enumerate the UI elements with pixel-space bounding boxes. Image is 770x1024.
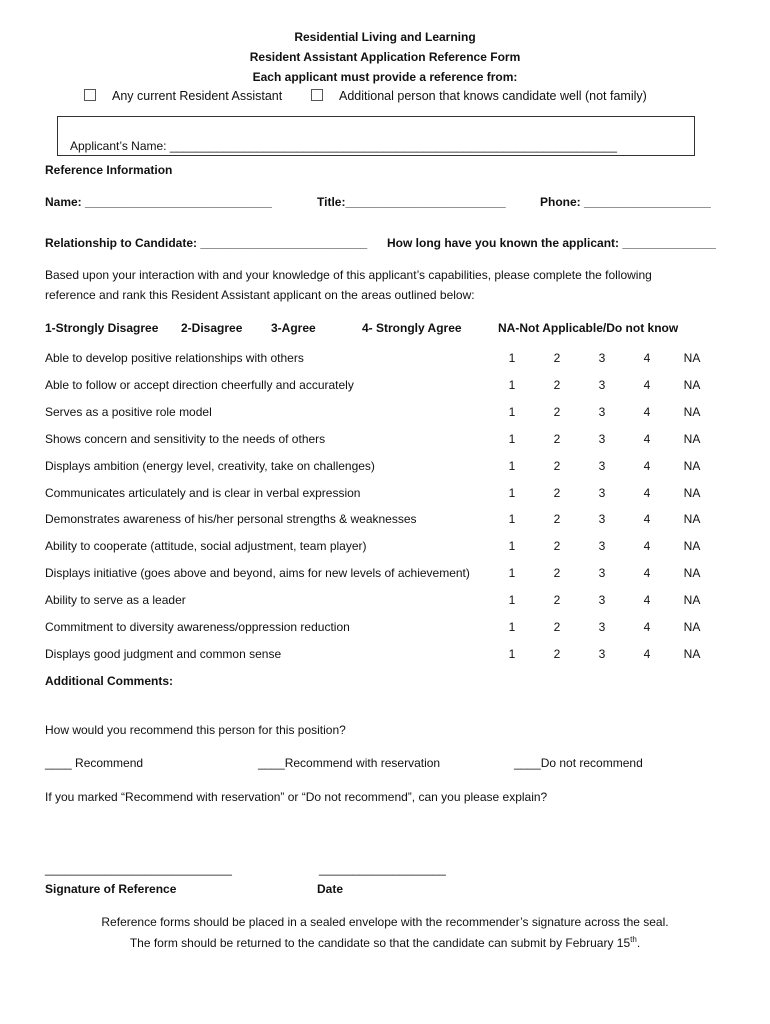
rating-option-1[interactable]: 1 — [508, 431, 516, 446]
rating-criterion: Demonstrates awareness of his/her personal strengths & weaknesses — [45, 512, 417, 527]
rating-option-3[interactable]: 3 — [598, 646, 606, 661]
reference-name-field[interactable]: Name: ____________________________ — [45, 195, 272, 209]
recommend-question: How would you recommend this person for this position? — [45, 723, 346, 737]
signature-label: Signature of Reference — [45, 882, 177, 896]
footer-line2-end: . — [636, 936, 641, 950]
rating-row — [45, 539, 745, 557]
reference-phone-field[interactable]: Phone: ___________________ — [540, 195, 711, 209]
rating-option-4[interactable]: 4 — [643, 620, 651, 634]
additional-comments-label: Additional Comments: — [45, 674, 173, 688]
option-current-ra[interactable] — [84, 89, 282, 103]
rating-row — [45, 351, 745, 369]
rating-row — [45, 620, 745, 638]
rating-option-na[interactable]: NA — [683, 351, 701, 365]
rating-option-3[interactable]: 3 — [598, 485, 606, 500]
rating-row — [45, 405, 745, 423]
rating-option-3[interactable]: 3 — [598, 377, 606, 392]
rating-option-4[interactable]: 4 — [643, 593, 651, 608]
rating-criterion: Commitment to diversity awareness/oppression reduction — [45, 620, 350, 634]
rating-option-2[interactable]: 2 — [553, 620, 561, 634]
rating-option-na[interactable]: NA — [683, 431, 701, 446]
rating-option-2[interactable]: 2 — [553, 512, 561, 527]
rating-option-2[interactable]: 2 — [553, 485, 561, 500]
rating-option-4[interactable]: 4 — [643, 646, 651, 661]
rating-criterion: Able to follow or accept direction cheerfully and accurately — [45, 377, 354, 392]
scale-not-applicable: NA-Not Applicable/Do not know — [498, 321, 679, 335]
rating-option-na[interactable]: NA — [683, 377, 701, 392]
footer-line1: Reference forms should be placed in a sealed envelope with the recommender’s signature across the seal. — [101, 915, 669, 929]
relationship-field[interactable]: Relationship to Candidate: _________________________ — [45, 236, 368, 250]
rating-criterion: Serves as a positive role model — [45, 404, 212, 419]
instructions-line1: Based upon your interaction with and your knowledge of this applicant’s capabilities, please complete the following — [45, 268, 652, 282]
footer-line2-text: The form should be returned to the candidate so that the candidate can submit by February 15 — [129, 936, 631, 950]
rating-option-na[interactable]: NA — [683, 539, 701, 554]
form-org-title: Residential Living and Learning — [294, 30, 476, 44]
rating-row — [45, 432, 745, 450]
form-title: Resident Assistant Application Reference Form — [249, 50, 521, 64]
rating-option-4[interactable]: 4 — [643, 377, 651, 392]
rating-option-na[interactable]: NA — [683, 593, 701, 608]
rating-option-na[interactable]: NA — [683, 458, 701, 473]
rating-option-1[interactable]: 1 — [508, 566, 516, 581]
footer-superscript: th — [630, 935, 637, 944]
rating-criterion: Shows concern and sensitivity to the needs of others — [45, 431, 326, 446]
rating-option-1[interactable]: 1 — [508, 351, 516, 365]
rating-option-1[interactable]: 1 — [508, 646, 516, 661]
rating-option-1[interactable]: 1 — [508, 593, 516, 608]
rating-option-na[interactable]: NA — [683, 512, 701, 527]
scale-strongly-disagree: 1-Strongly Disagree — [45, 321, 159, 335]
rating-option-2[interactable]: 2 — [553, 351, 561, 365]
rating-row — [45, 378, 745, 396]
rating-option-2[interactable]: 2 — [553, 458, 561, 473]
rating-option-3[interactable]: 3 — [598, 566, 606, 581]
rating-option-4[interactable]: 4 — [643, 539, 651, 554]
scale-agree: 3-Agree — [271, 321, 316, 335]
scale-strongly-agree: 4- Strongly Agree — [362, 321, 462, 335]
date-line[interactable]: ___________________ — [319, 862, 446, 876]
form-subtitle: Each applicant must provide a reference from: — [252, 70, 518, 84]
rating-row — [45, 593, 745, 611]
checkbox-additional-person[interactable] — [311, 89, 323, 101]
rating-option-2[interactable]: 2 — [553, 539, 561, 554]
option-current-ra-label: Any current Resident Assistant — [112, 89, 283, 103]
signature-line[interactable]: ____________________________ — [45, 862, 232, 876]
option-additional-person[interactable] — [311, 89, 647, 103]
recommend-with-reservation-option[interactable]: ____Recommend with reservation — [258, 756, 441, 770]
rating-option-2[interactable]: 2 — [553, 431, 561, 446]
explain-prompt: If you marked “Recommend with reservation” or “Do not recommend”, can you please explain? — [45, 790, 548, 804]
rating-option-3[interactable]: 3 — [598, 512, 606, 527]
rating-criterion: Ability to cooperate (attitude, social adjustment, team player) — [45, 539, 367, 554]
rating-row — [45, 459, 745, 477]
scale-disagree: 2-Disagree — [181, 321, 243, 335]
rating-criterion: Ability to serve as a leader — [45, 593, 186, 608]
rating-option-1[interactable]: 1 — [508, 620, 516, 634]
rating-option-2[interactable]: 2 — [553, 593, 561, 608]
option-additional-person-label: Additional person that knows candidate well (not family) — [339, 89, 647, 103]
rating-row — [45, 647, 745, 665]
rating-option-2[interactable]: 2 — [553, 377, 561, 392]
recommend-option[interactable]: ____ Recommend — [45, 756, 144, 770]
rating-criterion: Displays good judgment and common sense — [45, 646, 282, 661]
rating-option-1[interactable]: 1 — [508, 458, 516, 473]
rating-option-3[interactable]: 3 — [598, 593, 606, 608]
rating-option-3[interactable]: 3 — [598, 620, 606, 634]
rating-option-4[interactable]: 4 — [643, 404, 651, 419]
rating-row — [45, 486, 745, 504]
rating-option-4[interactable]: 4 — [643, 566, 651, 581]
known-duration-field[interactable]: How long have you known the applicant: ______________ — [387, 236, 716, 250]
rating-option-4[interactable]: 4 — [643, 485, 651, 500]
rating-option-1[interactable]: 1 — [508, 485, 516, 500]
rating-row — [45, 512, 745, 530]
do-not-recommend-option[interactable]: ____Do not recommend — [514, 756, 643, 770]
rating-option-3[interactable]: 3 — [598, 458, 606, 473]
checkbox-current-ra[interactable] — [84, 89, 96, 101]
rating-option-na[interactable]: NA — [683, 646, 701, 661]
rating-option-4[interactable]: 4 — [643, 512, 651, 527]
rating-option-2[interactable]: 2 — [553, 404, 561, 419]
rating-option-2[interactable]: 2 — [553, 646, 561, 661]
rating-criterion: Displays initiative (goes above and beyond, aims for new levels of achievement) — [45, 566, 470, 581]
applicant-name-field[interactable]: Applicant’s Name: ___________________________________________________________________ — [70, 139, 617, 153]
rating-option-1[interactable]: 1 — [508, 377, 516, 392]
reference-heading: Reference Information — [45, 163, 173, 177]
rating-row — [45, 566, 745, 584]
rating-option-na[interactable]: NA — [683, 566, 701, 581]
rating-criterion: Displays ambition (energy level, creativity, take on challenges) — [45, 458, 375, 473]
rating-option-4[interactable]: 4 — [643, 458, 651, 473]
footer-line2 — [0, 935, 770, 950]
rating-option-na[interactable]: NA — [683, 485, 701, 500]
rating-option-1[interactable]: 1 — [508, 404, 516, 419]
rating-option-na[interactable]: NA — [683, 404, 701, 419]
rating-option-3[interactable]: 3 — [598, 404, 606, 419]
rating-option-4[interactable]: 4 — [643, 351, 651, 365]
rating-option-3[interactable]: 3 — [598, 539, 606, 554]
date-label: Date — [317, 882, 344, 896]
reference-title-field[interactable]: Title:________________________ — [317, 195, 506, 209]
rating-option-3[interactable]: 3 — [598, 351, 606, 365]
rating-criterion: Able to develop positive relationships with others — [45, 351, 304, 365]
rating-criterion: Communicates articulately and is clear in verbal expression — [45, 485, 361, 500]
rating-option-na[interactable]: NA — [683, 620, 701, 634]
rating-option-1[interactable]: 1 — [508, 539, 516, 554]
rating-option-3[interactable]: 3 — [598, 431, 606, 446]
rating-option-2[interactable]: 2 — [553, 566, 561, 581]
instructions-line2: reference and rank this Resident Assistant applicant on the areas outlined below: — [45, 288, 475, 302]
rating-option-4[interactable]: 4 — [643, 431, 651, 446]
rating-option-1[interactable]: 1 — [508, 512, 516, 527]
